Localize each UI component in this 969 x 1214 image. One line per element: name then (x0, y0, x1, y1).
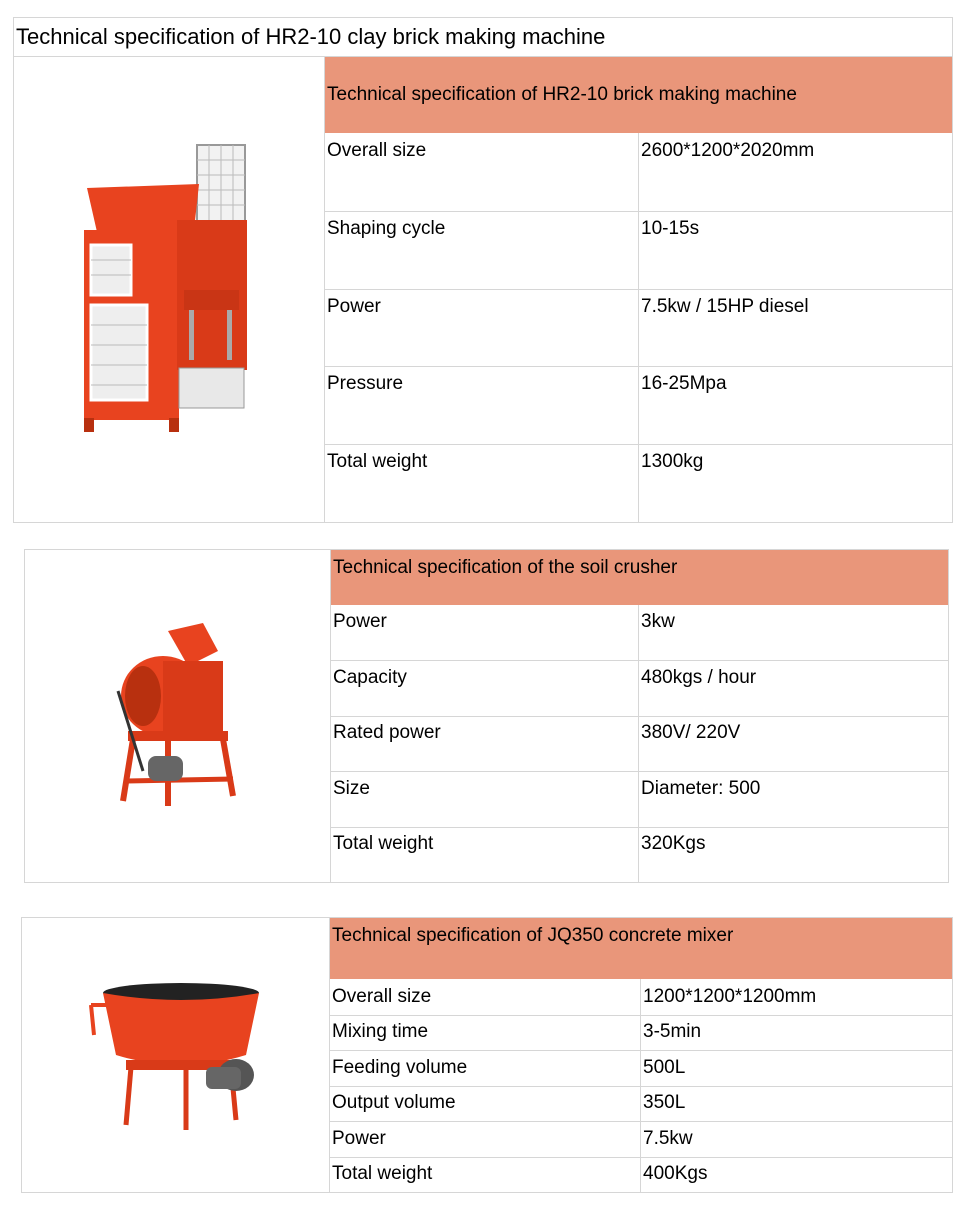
table-cell-value: 3kw (641, 611, 675, 632)
table-cell-value: 1200*1200*1200mm (643, 986, 817, 1007)
table-cell-value: Diameter: 500 (641, 778, 761, 799)
table-cell-label: Total weight (333, 833, 434, 854)
table-cell-value: 500L (643, 1057, 686, 1078)
table-cell-label: Shaping cycle (327, 218, 446, 239)
table-cell-value: 3-5min (643, 1021, 702, 1042)
table-cell-label: Power (332, 1128, 386, 1149)
table-cell-value: 350L (643, 1092, 686, 1113)
table-cell-label: Mixing time (332, 1021, 429, 1042)
table-cell-label: Rated power (333, 722, 441, 743)
table-cell-label: Capacity (333, 667, 407, 688)
table-cell-label: Pressure (327, 373, 404, 394)
table-cell-label: Total weight (327, 451, 428, 472)
soil-crusher-table-header: Technical specification of the soil crusher (331, 550, 948, 605)
table-cell-label: Power (333, 611, 387, 632)
table-cell-value: 400Kgs (643, 1163, 708, 1184)
table-cell-value: 10-15s (641, 218, 700, 239)
table-cell-label: Feeding volume (332, 1057, 468, 1078)
table-cell-value: 480kgs / hour (641, 667, 757, 688)
table-cell-value: 7.5kw (643, 1128, 693, 1149)
table-cell-value: 380V/ 220V (641, 722, 741, 743)
table-cell-label: Output volume (332, 1092, 456, 1113)
table-cell-label: Overall size (327, 140, 427, 161)
table-cell-value: 2600*1200*2020mm (641, 140, 815, 161)
concrete-mixer-table-header: Technical specification of JQ350 concrete mixer (330, 918, 952, 979)
table-cell-value: 1300kg (641, 451, 704, 472)
concrete-mixer-photo (86, 975, 266, 1135)
table-cell-label: Size (333, 778, 370, 799)
table-cell-label: Overall size (332, 986, 432, 1007)
soil-crusher-photo (108, 621, 248, 811)
brick-machine-table-header: Technical specification of HR2-10 brick making machine (325, 57, 952, 133)
table-cell-value: 320Kgs (641, 833, 706, 854)
table-cell-label: Power (327, 296, 381, 317)
soil-crusher-image-cell (25, 550, 330, 882)
table-cell-value: 7.5kw / 15HP diesel (641, 296, 809, 317)
brick-machine-image-cell (14, 57, 324, 522)
brick-machine-photo (69, 140, 269, 440)
concrete-mixer-image-cell (22, 918, 329, 1192)
table-cell-value: 16-25Mpa (641, 373, 727, 394)
page-title: Technical specification of HR2-10 clay brick making machine (13, 17, 953, 57)
table-cell-label: Total weight (332, 1163, 433, 1184)
